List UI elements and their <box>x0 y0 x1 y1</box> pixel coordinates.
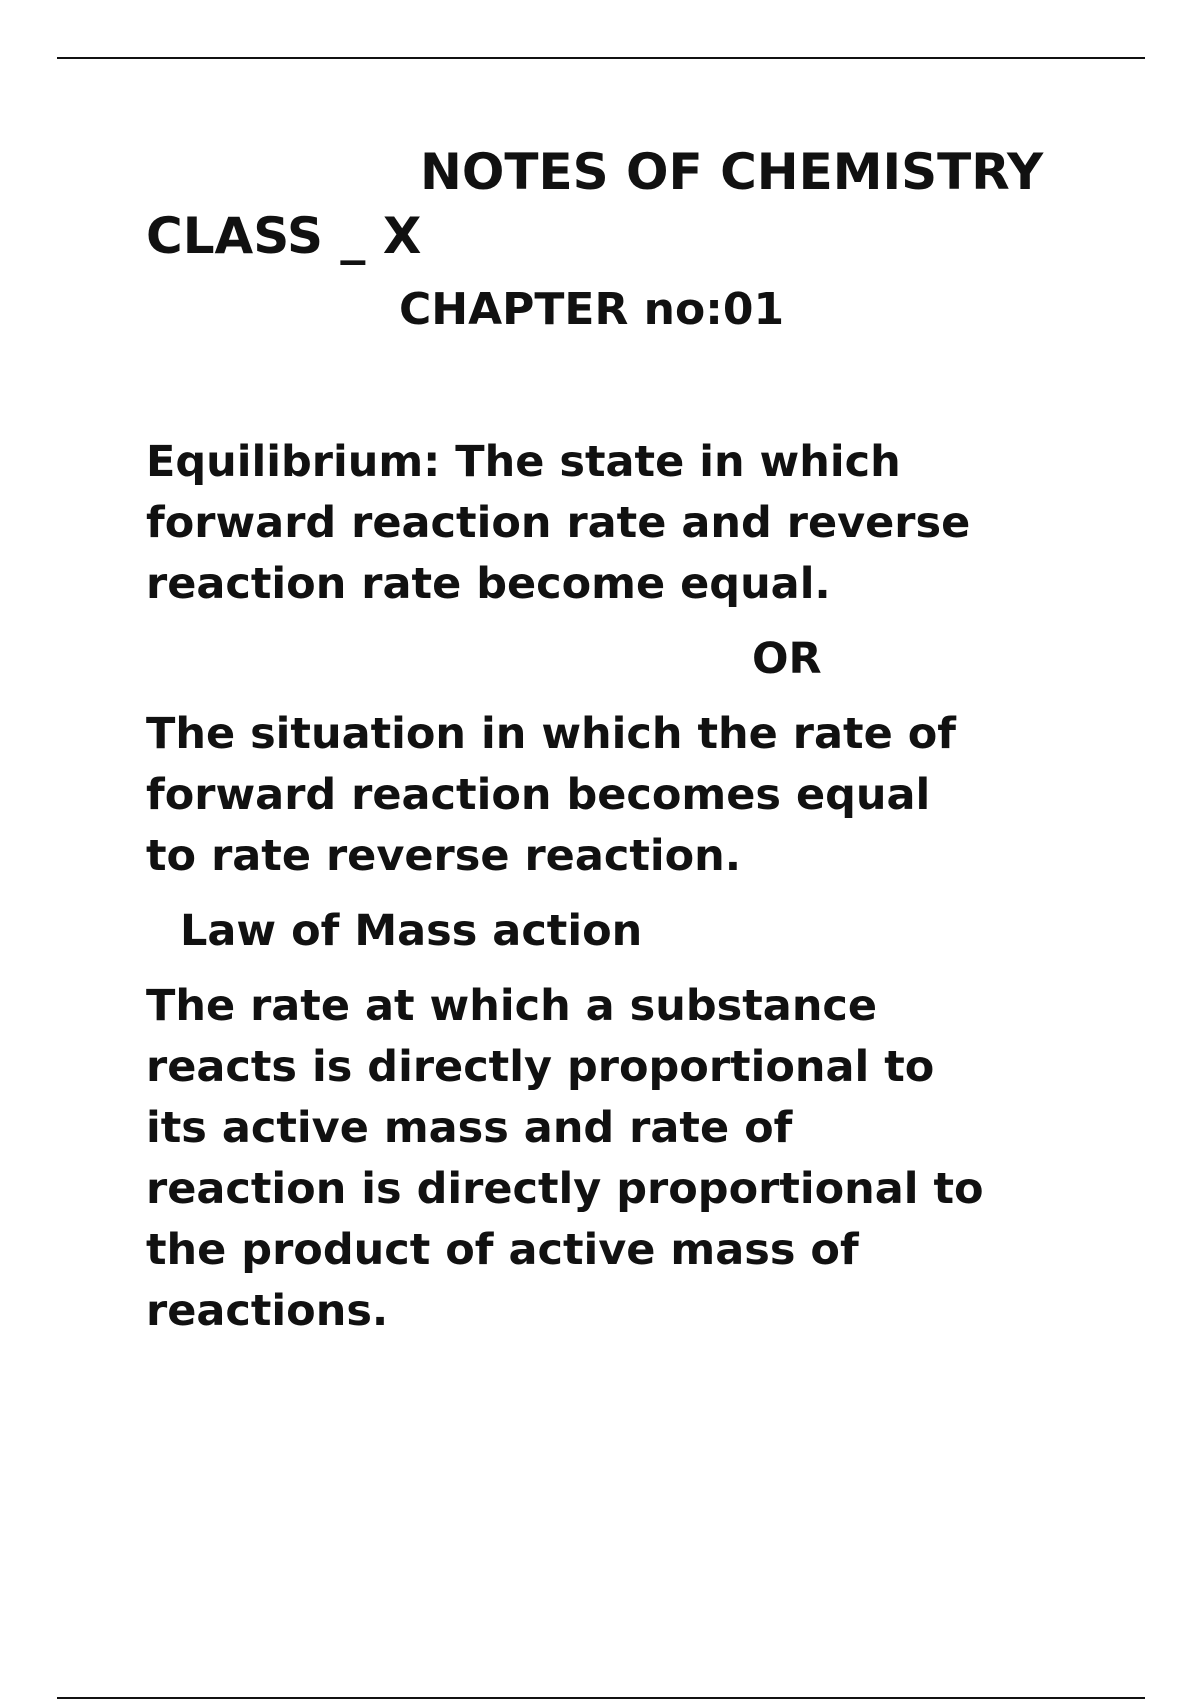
top-rule <box>57 57 1145 59</box>
text-line: The situation in which the rate of <box>146 709 956 759</box>
text-line: forward reaction becomes equal <box>146 770 931 820</box>
text-line: reaction rate become equal. <box>146 559 831 609</box>
document-title-line1: NOTES OF CHEMISTRY <box>420 143 1044 201</box>
law-of-mass-action-heading: Law of Mass action <box>180 906 643 956</box>
document-body <box>146 140 1146 1342</box>
text-line: forward reaction rate and reverse <box>146 498 971 548</box>
equilibrium-definition <box>146 432 1146 615</box>
text-line: Equilibrium: The state in which <box>146 437 901 487</box>
chapter-heading: CHAPTER no:01 <box>399 284 785 335</box>
text-line: reaction is directly proportional to <box>146 1164 984 1214</box>
text-line: reacts is directly proportional to <box>146 1042 935 1092</box>
text-line: the product of active mass of <box>146 1225 859 1275</box>
text-line: to rate reverse reaction. <box>146 831 742 881</box>
bottom-rule <box>57 1697 1145 1699</box>
law-of-mass-action-definition <box>146 976 1146 1342</box>
text-line: The rate at which a substance <box>146 981 878 1031</box>
or-separator: OR <box>752 634 822 684</box>
text-line: its active mass and rate of <box>146 1103 793 1153</box>
equilibrium-alternate-definition <box>146 704 1146 887</box>
text-line: reactions. <box>146 1286 389 1336</box>
document-title-line2: CLASS _ X <box>146 207 422 265</box>
